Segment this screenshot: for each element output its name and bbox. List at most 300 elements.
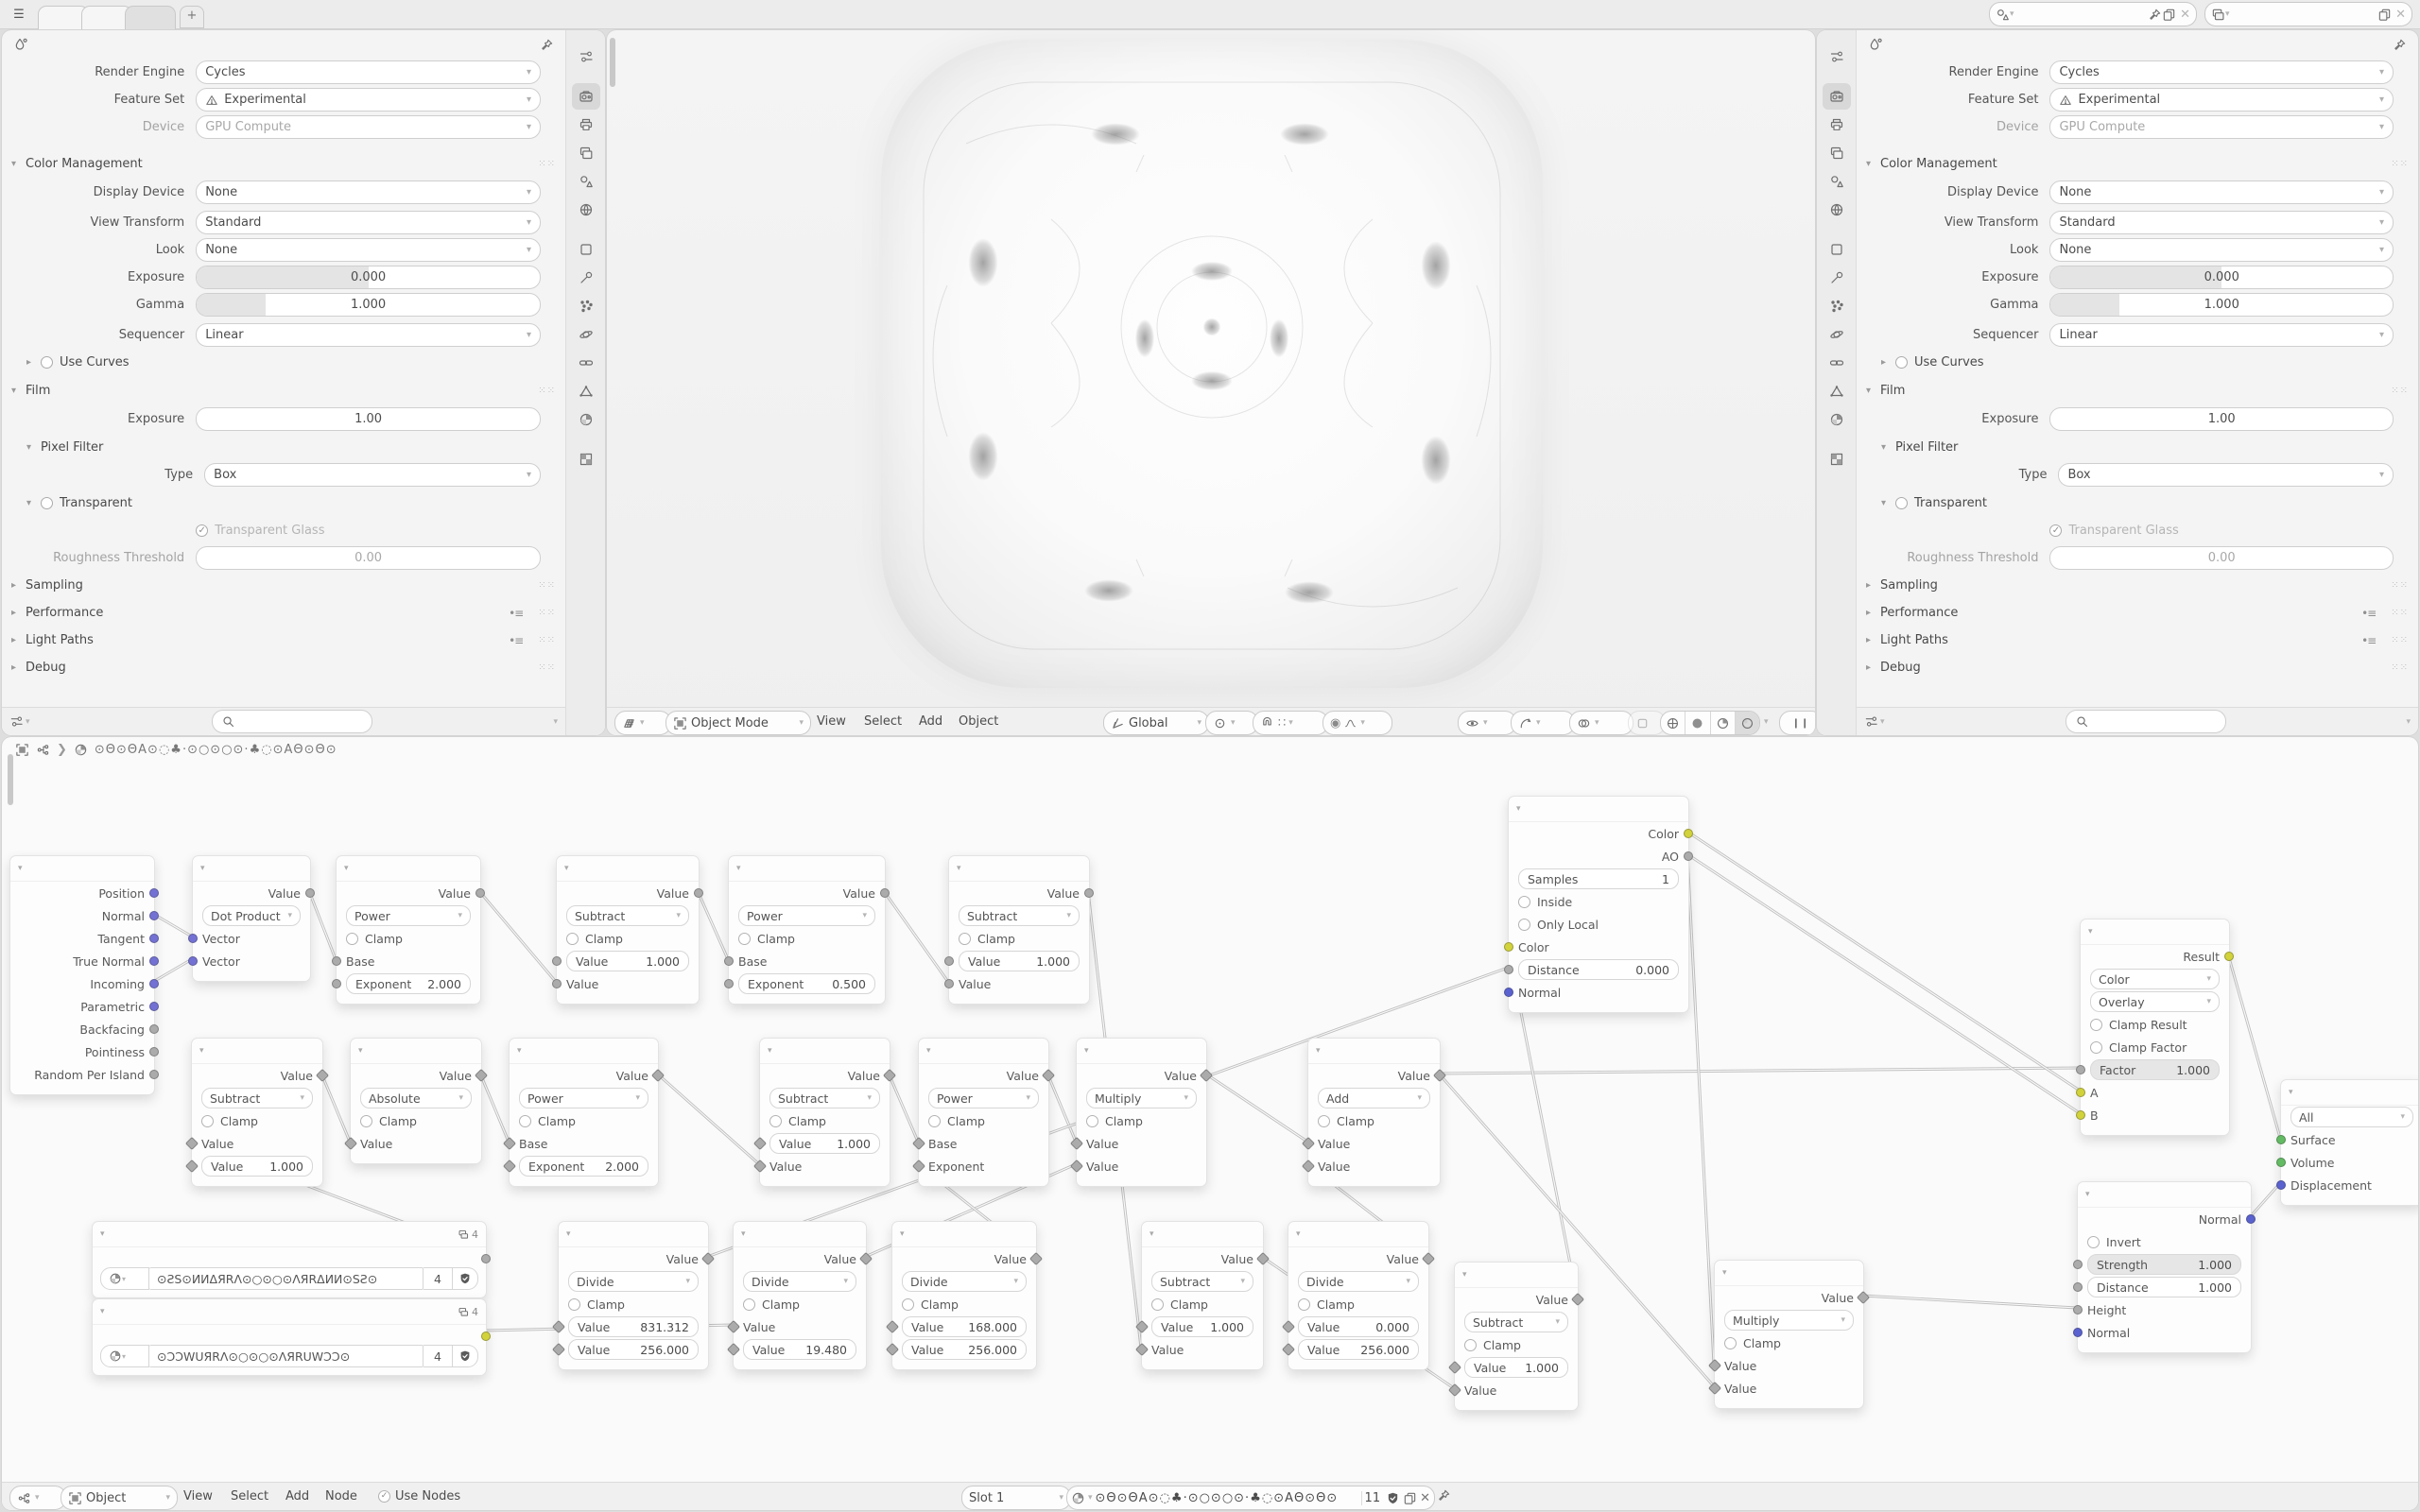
tab-output[interactable] [572, 112, 600, 138]
menu-select[interactable]: Select [864, 714, 903, 729]
checkbox-clamp[interactable]: Clamp [1288, 1293, 1428, 1315]
checkbox-clamp[interactable]: Clamp [337, 927, 480, 950]
shader-type-dropdown[interactable]: Object ▾ [60, 1486, 178, 1510]
view-transform-field[interactable]: Standard ▾ [2049, 211, 2394, 234]
render-engine-field[interactable]: Cycles ▾ [196, 60, 541, 84]
socket-input-normal[interactable] [2073, 1328, 2083, 1337]
group-browse-button[interactable]: ▾ [100, 1345, 149, 1367]
value-field-value[interactable]: Value 256.000 [568, 1339, 699, 1360]
copy-icon[interactable] [2162, 8, 2176, 22]
node-header[interactable]: ▾ [760, 1039, 890, 1064]
operation-dropdown[interactable]: Absolute ▾ [360, 1088, 472, 1108]
tab-viewlayer[interactable] [572, 140, 600, 166]
socket-input-factor[interactable] [2076, 1065, 2085, 1074]
socket-input-a[interactable] [2076, 1088, 2085, 1097]
editor-type-button[interactable]: ▾ [614, 711, 671, 735]
pin-icon[interactable] [2393, 38, 2407, 52]
socket-input-value[interactable] [552, 979, 562, 988]
menu-node[interactable]: Node [325, 1489, 357, 1503]
properties-editor-icon[interactable] [1864, 714, 1878, 729]
group-user-count[interactable]: 4 [424, 1267, 453, 1290]
menu-add[interactable]: Add [285, 1489, 310, 1503]
menu-object[interactable]: Object [959, 714, 999, 729]
operation-dropdown[interactable]: All ▾ [2290, 1107, 2413, 1127]
section-debug[interactable]: ▸ Debug ⁙⁙ [11, 661, 556, 675]
device-field[interactable]: GPU Compute ▾ [196, 115, 541, 139]
operation-dropdown[interactable]: Power ▾ [346, 905, 471, 926]
subsection-pixel-filter[interactable]: ▾ Pixel Filter [1881, 439, 1959, 455]
checkbox-clamp[interactable]: Clamp [919, 1109, 1048, 1132]
socket-output-normal[interactable] [2246, 1214, 2256, 1224]
subsection-transparent[interactable]: ▾ Transparent [1881, 495, 1987, 510]
tab-physics[interactable] [1823, 321, 1851, 348]
value-field-value[interactable]: Value 0.000 [1298, 1316, 1419, 1337]
socket-input-distance[interactable] [1504, 965, 1513, 974]
look-field[interactable]: None ▾ [2049, 238, 2394, 262]
add-workspace-button[interactable]: + [180, 6, 204, 28]
tab-texture[interactable] [1823, 446, 1851, 472]
sequencer-field[interactable]: Linear ▾ [2049, 323, 2394, 347]
tab-constraints[interactable] [1823, 350, 1851, 376]
section-film[interactable]: ▾ Film ⁙⁙ [11, 383, 556, 398]
socket-input-vector[interactable] [188, 934, 198, 943]
node-header[interactable]: ▾ [1509, 797, 1688, 822]
node-math-multiply-2[interactable] [1714, 1260, 1864, 1409]
operation-dropdown[interactable]: Divide ▾ [743, 1271, 856, 1292]
shading-rendered-button[interactable] [1736, 712, 1759, 734]
socket-output-true-normal[interactable] [149, 956, 159, 966]
checkbox-transparent-glass[interactable]: ✓ Transparent Glass [196, 524, 324, 538]
node-header[interactable]: ▾ [559, 1222, 708, 1247]
node-header[interactable]: ▾ [919, 1039, 1048, 1064]
node-header[interactable]: ▾ [1142, 1222, 1263, 1247]
node-math-power-1[interactable] [336, 855, 481, 1005]
checkbox-clamp-result[interactable]: Clamp Result [2081, 1013, 2229, 1036]
group-name[interactable]: ⊙ƆƆWUЯRΛ⊙○⊙○⊙ΛЯRUWƆƆ⊙ [149, 1345, 424, 1367]
node-math-absolute[interactable] [350, 1038, 482, 1164]
node-header[interactable]: ▾ [10, 856, 154, 882]
tab-physics[interactable] [572, 321, 600, 348]
checkbox-clamp[interactable]: Clamp [1142, 1293, 1263, 1315]
socket-output-value[interactable] [880, 888, 890, 898]
checkbox-clamp[interactable]: Clamp [734, 1293, 866, 1315]
node-editor-scrollbar[interactable] [8, 754, 13, 805]
value-field-factor[interactable]: Factor 1.000 [2090, 1059, 2220, 1080]
operation-dropdown[interactable]: Add ▾ [1318, 1088, 1430, 1108]
value-field-value[interactable]: Value 19.480 [743, 1339, 856, 1360]
node-header[interactable]: ▾ 4 [93, 1222, 486, 1247]
tab-material[interactable] [572, 406, 600, 433]
section-sampling[interactable]: ▸ Sampling ⁙⁙ [1866, 578, 2409, 593]
node-geometry[interactable] [9, 855, 155, 1095]
node-header[interactable]: ▾ [192, 1039, 322, 1064]
node-node-group-1[interactable] [92, 1221, 487, 1298]
socket-output-backfacing[interactable] [149, 1024, 159, 1034]
roughness-threshold-field[interactable]: 0.00 [2049, 546, 2394, 570]
transform-orientation-dropdown[interactable]: Global ▾ [1103, 711, 1209, 735]
pin-icon[interactable] [1437, 1488, 1451, 1503]
tab-output[interactable] [1823, 112, 1851, 138]
exposure-field[interactable]: 0.000 [196, 266, 541, 289]
type-field[interactable]: Box ▾ [2058, 463, 2394, 487]
node-bump[interactable] [2077, 1181, 2252, 1353]
node-header[interactable]: ▾ [557, 856, 699, 882]
visibility-dropdown[interactable]: ▾ [1458, 711, 1516, 735]
checkbox-clamp-factor[interactable]: Clamp Factor [2081, 1036, 2229, 1058]
node-header[interactable]: ▾ [2081, 919, 2229, 945]
checkbox-invert[interactable]: Invert [2078, 1230, 2251, 1253]
node-math-divide-3[interactable] [891, 1221, 1037, 1370]
tab-tool[interactable] [1823, 43, 1851, 70]
node-header[interactable]: ▾ [1077, 1039, 1206, 1064]
checkbox-clamp[interactable]: Clamp [557, 927, 699, 950]
socket-output-incoming[interactable] [149, 979, 159, 988]
overlays-dropdown[interactable]: ▾ [1569, 711, 1634, 735]
tab-data[interactable] [572, 378, 600, 404]
group-browse-button[interactable]: ▾ [100, 1267, 149, 1290]
section-checkbox[interactable] [1895, 356, 1908, 369]
node-header[interactable]: ▾ [1308, 1039, 1440, 1064]
operation-dropdown[interactable]: Subtract ▾ [959, 905, 1080, 926]
socket-input-value[interactable] [552, 956, 562, 966]
node-mix-color[interactable] [2080, 919, 2230, 1136]
exposure-field[interactable]: 1.00 [2049, 407, 2394, 431]
operation-dropdown[interactable]: Subtract ▾ [201, 1088, 313, 1108]
tab-particles[interactable] [1823, 293, 1851, 319]
mode-dropdown[interactable]: Object Mode ▾ [666, 711, 811, 735]
operation-dropdown[interactable]: Divide ▾ [902, 1271, 1027, 1292]
node-header[interactable]: ▾ [510, 1039, 658, 1064]
node-math-subtract-3[interactable] [191, 1038, 323, 1187]
unlink-icon[interactable]: ✕ [1420, 1490, 1430, 1505]
socket-output-random-per-island[interactable] [149, 1070, 159, 1079]
section-performance[interactable]: ▸ Performance •≡ ⁙⁙ [11, 606, 556, 620]
operation-dropdown[interactable]: Divide ▾ [1298, 1271, 1419, 1292]
value-field-value[interactable]: Value 1.000 [1464, 1357, 1568, 1378]
socket-input-vector[interactable] [188, 956, 198, 966]
value-field-value[interactable]: Value 1.000 [201, 1156, 313, 1177]
snap-toggle[interactable]: ∷ ▾ [1253, 711, 1328, 735]
display-device-field[interactable]: None ▾ [2049, 180, 2394, 204]
tab-constraints[interactable] [572, 350, 600, 376]
value-field-exponent[interactable]: Exponent 2.000 [519, 1156, 648, 1177]
fake-user-shield-icon[interactable] [453, 1345, 478, 1367]
node-math-subtract-1[interactable] [556, 855, 700, 1005]
socket-output-value[interactable] [475, 888, 485, 898]
socket-input-b[interactable] [2076, 1110, 2085, 1120]
value-field-value[interactable]: Value 1.000 [566, 951, 689, 971]
socket-output-tangent[interactable] [149, 934, 159, 943]
menu-view[interactable]: View [183, 1489, 213, 1503]
node-ambient-occlusion[interactable] [1508, 796, 1689, 1013]
exposure-field[interactable]: 0.000 [2049, 266, 2394, 289]
value-field-distance[interactable]: Distance 0.000 [1518, 959, 1679, 980]
tab-object[interactable] [1823, 236, 1851, 263]
node-math-power-3[interactable] [509, 1038, 659, 1187]
value-field-value[interactable]: Value 1.000 [769, 1133, 880, 1154]
fake-user-shield-icon[interactable] [453, 1267, 478, 1290]
node-material-output[interactable] [2280, 1079, 2418, 1206]
operation-dropdown[interactable]: Multiply ▾ [1086, 1088, 1197, 1108]
node-header[interactable]: ▾ 4 [93, 1299, 486, 1325]
copy-icon[interactable] [2377, 8, 2392, 22]
socket-input-exponent[interactable] [724, 979, 734, 988]
value-field-value[interactable]: Value 256.000 [902, 1339, 1027, 1360]
node-math-subtract-4[interactable] [759, 1038, 890, 1187]
menu-select[interactable]: Select [231, 1489, 269, 1503]
value-field-strength[interactable]: Strength 1.000 [2087, 1254, 2241, 1275]
roughness-threshold-field[interactable]: 0.00 [196, 546, 541, 570]
checkbox-clamp[interactable]: Clamp [729, 927, 885, 950]
scene-selector[interactable]: ▾ ✕ [1989, 2, 2197, 26]
section-performance[interactable]: ▸ Performance •≡ ⁙⁙ [1866, 606, 2409, 620]
material-user-count[interactable]: 11 [1361, 1491, 1384, 1505]
display-device-field[interactable]: None ▾ [196, 180, 541, 204]
node-header[interactable]: ▾ [949, 856, 1089, 882]
socket-input-height[interactable] [2073, 1305, 2083, 1314]
checkbox-only-local[interactable]: Only Local [1509, 913, 1688, 936]
slot-dropdown[interactable]: Slot 1 ▾ [961, 1486, 1071, 1510]
section-checkbox[interactable] [41, 356, 53, 369]
operation-dropdown[interactable]: Subtract ▾ [566, 905, 689, 926]
subsection-use-curves[interactable]: ▸ Use Curves [1881, 354, 1984, 369]
socket-output-ao[interactable] [1684, 851, 1693, 861]
checkbox-clamp[interactable]: Clamp [892, 1293, 1036, 1315]
pause-render-button[interactable]: ❙❙ [1779, 711, 1815, 735]
value-field-value[interactable]: Value 831.312 [568, 1316, 699, 1337]
operation-dropdown[interactable]: Power ▾ [928, 1088, 1039, 1108]
device-field[interactable]: GPU Compute ▾ [2049, 115, 2394, 139]
properties-editor-icon[interactable] [9, 714, 24, 729]
node-node-group-2[interactable] [92, 1298, 487, 1376]
pin-icon[interactable] [540, 38, 554, 52]
material-selector[interactable]: ▾ ⊙Θ⊙ΘA⊙◌♣·⊙○⊙○⊙·♣◌⊙AΘ⊙Θ⊙ 11 ✕ [1066, 1486, 1435, 1510]
socket-input-value[interactable] [944, 956, 954, 966]
socket-input-normal[interactable] [1504, 988, 1513, 997]
value-field-value[interactable]: Value 256.000 [1298, 1339, 1419, 1360]
socket-input-base[interactable] [724, 956, 734, 966]
options-chevron[interactable]: ▾ [553, 716, 558, 727]
render-engine-field[interactable]: Cycles ▾ [2049, 60, 2394, 84]
node-vector-math-dot[interactable] [192, 855, 311, 982]
fake-user-shield-icon[interactable] [1386, 1491, 1400, 1505]
gamma-field[interactable]: 1.000 [196, 293, 541, 317]
checkbox-clamp[interactable]: Clamp [192, 1109, 322, 1132]
tab-scene[interactable] [572, 168, 600, 195]
socket-input-base[interactable] [332, 956, 341, 966]
checkbox-transparent-glass[interactable]: ✓ Transparent Glass [2049, 524, 2178, 538]
node-header[interactable]: ▾ [1715, 1261, 1863, 1286]
editor-type-button[interactable]: ▾ [9, 1486, 66, 1510]
node-header[interactable]: ▾ [1288, 1222, 1428, 1247]
properties-search-input[interactable] [212, 710, 372, 733]
preset-menu-icon[interactable]: •≡ [2361, 606, 2377, 620]
shader-node-editor[interactable] [2, 737, 2418, 1510]
node-math-divide-2[interactable] [733, 1221, 867, 1370]
node-math-divide-4[interactable] [1288, 1221, 1429, 1370]
node-math-add[interactable] [1307, 1038, 1441, 1187]
node-header[interactable]: ▾ [734, 1222, 866, 1247]
node-math-subtract-6[interactable] [1454, 1262, 1579, 1411]
type-field[interactable]: Box ▾ [204, 463, 541, 487]
socket-input-displacement[interactable] [2276, 1180, 2286, 1190]
section-checkbox[interactable] [1895, 497, 1908, 509]
section-light-paths[interactable]: ▸ Light Paths •≡ ⁙⁙ [11, 633, 556, 647]
node-header[interactable]: ▾ [1455, 1263, 1578, 1288]
tab-viewlayer[interactable] [1823, 140, 1851, 166]
checkbox-clamp[interactable]: Clamp [351, 1109, 481, 1132]
operation-dropdown[interactable]: Color ▾ [2090, 969, 2220, 989]
menu-add[interactable]: Add [919, 714, 943, 729]
operation-dropdown[interactable]: Divide ▾ [568, 1271, 699, 1292]
tab-material[interactable] [1823, 406, 1851, 433]
subsection-transparent[interactable]: ▾ Transparent [26, 495, 132, 510]
checkbox-clamp[interactable]: Clamp [1455, 1333, 1578, 1356]
value-field-distance[interactable]: Distance 1.000 [2087, 1277, 2241, 1297]
group-name[interactable]: ⊙ƧS⊙ИИΔЯRΛ⊙○⊙○⊙ΛЯRΔИИ⊙SƧ⊙ [149, 1267, 424, 1290]
value-field-value[interactable]: Value 168.000 [902, 1316, 1027, 1337]
checkbox-clamp[interactable]: Clamp [760, 1109, 890, 1132]
section-film[interactable]: ▾ Film ⁙⁙ [1866, 383, 2409, 398]
node-header[interactable]: ▾ [337, 856, 480, 882]
subsection-pixel-filter[interactable]: ▾ Pixel Filter [26, 439, 104, 455]
sequencer-field[interactable]: Linear ▾ [196, 323, 541, 347]
socket-output-value[interactable] [1084, 888, 1094, 898]
section-sampling[interactable]: ▸ Sampling ⁙⁙ [11, 578, 556, 593]
group-datablock[interactable] [100, 1345, 478, 1367]
tab-modifiers[interactable] [1823, 265, 1851, 291]
node-math-power-2[interactable] [728, 855, 886, 1005]
value-field-exponent[interactable]: Exponent 2.000 [346, 973, 471, 994]
node-math-power-4[interactable] [918, 1038, 1049, 1187]
tab-render[interactable] [1823, 83, 1851, 110]
operation-dropdown[interactable]: Subtract ▾ [1464, 1312, 1568, 1332]
tab-scene[interactable] [1823, 168, 1851, 195]
node-header[interactable]: ▾ [193, 856, 310, 882]
socket-output-pointiness[interactable] [149, 1047, 159, 1057]
menu-view[interactable]: View [817, 714, 846, 729]
section-checkbox[interactable] [41, 497, 53, 509]
checkbox-clamp[interactable]: Clamp [949, 927, 1089, 950]
socket-input-surface[interactable] [2276, 1135, 2286, 1144]
socket-output[interactable] [481, 1254, 491, 1263]
socket-output-result[interactable] [2224, 952, 2234, 961]
value-field-value[interactable]: Value 1.000 [1151, 1316, 1253, 1337]
socket-input-color[interactable] [1504, 942, 1513, 952]
section-light-paths[interactable]: ▸ Light Paths •≡ ⁙⁙ [1866, 633, 2409, 647]
operation-dropdown[interactable]: Subtract ▾ [1151, 1271, 1253, 1292]
value-field-exponent[interactable]: Exponent 0.500 [738, 973, 875, 994]
checkbox-clamp[interactable]: Clamp [1077, 1109, 1206, 1132]
node-header[interactable]: ▾ [892, 1222, 1036, 1247]
shading-wireframe-button[interactable] [1661, 712, 1685, 734]
gamma-field[interactable]: 1.000 [2049, 293, 2394, 317]
app-menu-icon[interactable]: ☰ [13, 7, 25, 22]
node-math-divide-1[interactable] [558, 1221, 709, 1370]
exposure-field[interactable]: 1.00 [196, 407, 541, 431]
shading-material-button[interactable] [1711, 712, 1736, 734]
shading-chevron[interactable]: ▾ [1764, 717, 1769, 727]
operation-dropdown[interactable]: Power ▾ [738, 905, 875, 926]
preset-menu-icon[interactable]: •≡ [509, 633, 524, 647]
look-field[interactable]: None ▾ [196, 238, 541, 262]
socket-input-distance[interactable] [2073, 1282, 2083, 1292]
node-math-multiply-1[interactable] [1076, 1038, 1207, 1187]
pin-icon[interactable] [2148, 8, 2162, 22]
viewport-3d[interactable] [607, 30, 1815, 735]
checkbox-clamp[interactable]: Clamp [1308, 1109, 1440, 1132]
socket-output-color[interactable] [1684, 829, 1693, 838]
group-datablock[interactable] [100, 1267, 478, 1290]
node-header[interactable]: ▾ [2078, 1182, 2251, 1208]
socket-input-exponent[interactable] [332, 979, 341, 988]
checkbox-clamp[interactable]: Clamp [559, 1293, 708, 1315]
tab-texture[interactable] [572, 446, 600, 472]
group-user-count[interactable]: 4 [424, 1345, 453, 1367]
socket-input-strength[interactable] [2073, 1260, 2083, 1269]
section-debug[interactable]: ▸ Debug ⁙⁙ [1866, 661, 2409, 675]
use-nodes-checkbox[interactable]: ✓ Use Nodes [378, 1489, 460, 1503]
node-math-subtract-5[interactable] [1141, 1221, 1264, 1370]
socket-output-value[interactable] [305, 888, 315, 898]
socket-output-parametric[interactable] [149, 1002, 159, 1011]
node-header[interactable]: ▾ [351, 1039, 481, 1064]
preset-menu-icon[interactable]: •≡ [509, 606, 524, 620]
tab-render[interactable] [572, 83, 600, 110]
copy-icon[interactable] [1403, 1491, 1417, 1505]
node-math-subtract-2[interactable] [948, 855, 1090, 1005]
snap-target-dropdown[interactable]: ▾ [1205, 711, 1258, 735]
tab-data[interactable] [1823, 378, 1851, 404]
operation-dropdown[interactable]: Dot Product ▾ [202, 905, 301, 926]
operation-dropdown[interactable]: Power ▾ [519, 1088, 648, 1108]
viewlayer-selector[interactable]: ▾ ✕ [2204, 2, 2412, 26]
socket-output-value[interactable] [694, 888, 703, 898]
options-chevron[interactable]: ▾ [2406, 716, 2411, 727]
subsection-use-curves[interactable]: ▸ Use Curves [26, 354, 130, 369]
socket-output-normal[interactable] [149, 911, 159, 920]
socket-input-value[interactable] [944, 979, 954, 988]
tab-particles[interactable] [572, 293, 600, 319]
socket-input-volume[interactable] [2276, 1158, 2286, 1167]
view-transform-field[interactable]: Standard ▾ [196, 211, 541, 234]
value-field-samples[interactable]: Samples 1 [1518, 868, 1679, 889]
workspace-tab-active[interactable] [125, 6, 176, 29]
feature-set-field[interactable]: Experimental ▾ [2049, 88, 2394, 112]
socket-output[interactable] [481, 1332, 491, 1341]
checkbox-inside[interactable]: Inside [1509, 890, 1688, 913]
operation-dropdown[interactable]: Subtract ▾ [769, 1088, 880, 1108]
gizmo-dropdown[interactable]: ▾ [1511, 711, 1575, 735]
tab-tool[interactable] [572, 43, 600, 70]
checkbox-clamp[interactable]: Clamp [1715, 1332, 1863, 1354]
properties-search-input[interactable] [2066, 710, 2226, 733]
material-name[interactable]: ⊙Θ⊙ΘA⊙◌♣·⊙○⊙○⊙·♣◌⊙AΘ⊙Θ⊙ [1095, 1490, 1339, 1505]
operation-dropdown[interactable]: Overlay ▾ [2090, 991, 2220, 1012]
tab-object[interactable] [572, 236, 600, 263]
checkbox-clamp[interactable]: Clamp [510, 1109, 658, 1132]
tab-world[interactable] [1823, 197, 1851, 223]
tab-modifiers[interactable] [572, 265, 600, 291]
proportional-edit-dropdown[interactable]: ◉ ▾ [1322, 711, 1392, 735]
preset-menu-icon[interactable]: •≡ [2361, 633, 2377, 647]
feature-set-field[interactable]: Experimental ▾ [196, 88, 541, 112]
viewport-scrollbar[interactable] [610, 38, 615, 87]
node-header[interactable]: ▾ [729, 856, 885, 882]
socket-output-position[interactable] [149, 888, 159, 898]
section-color-management[interactable]: ▾ Color Management ⁙⁙ [11, 156, 556, 171]
shading-solid-button[interactable] [1685, 712, 1710, 734]
